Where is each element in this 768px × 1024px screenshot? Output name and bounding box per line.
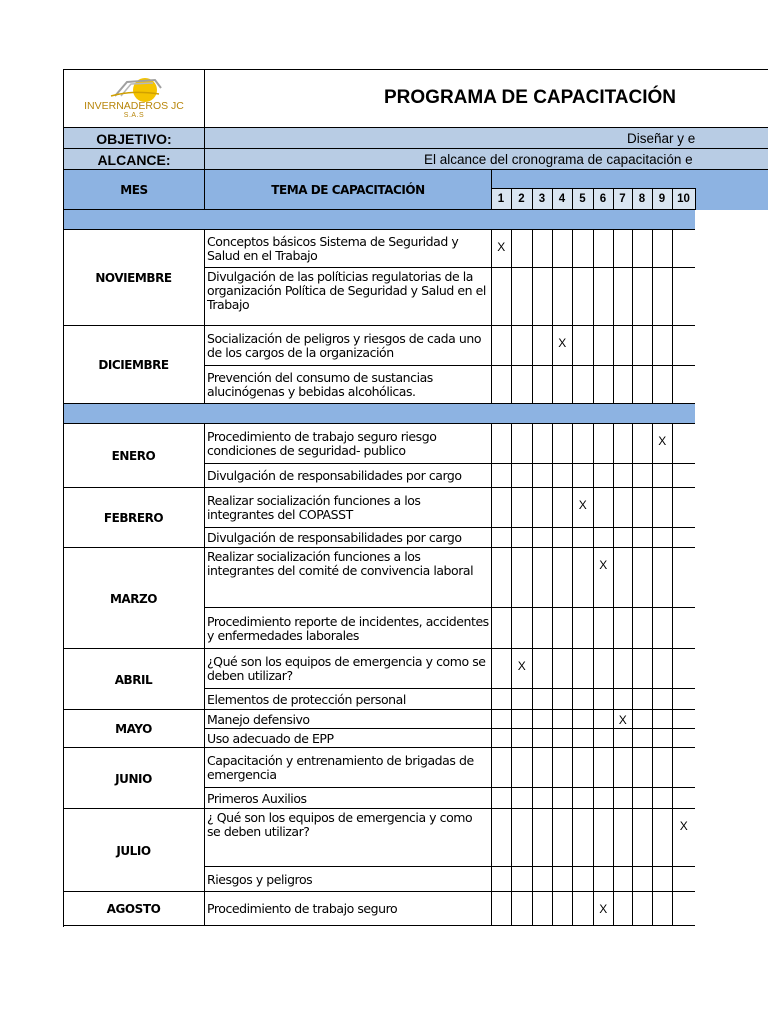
topic-cell: ¿ Qué son los equipos de emergencia y como se deben utilizar?	[207, 810, 473, 839]
schedule-mark: X	[558, 336, 566, 350]
topic-cell: Divulgación de las políticias regulatorias de la organización Política de Seguridad y Salud en el Trabajo	[207, 269, 486, 312]
alcance-text: El alcance del cronograma de capacitación e	[424, 152, 693, 167]
objetivo-text: Diseñar y e	[627, 131, 696, 146]
month-label: ABRIL	[114, 672, 153, 687]
schedule-mark: X	[599, 902, 607, 916]
topic-cell: Conceptos básicos Sistema de Seguridad y Salud en el Trabajo	[207, 234, 459, 263]
topic-cell: Divulgación de responsabilidades por cargo	[207, 468, 462, 483]
section-band	[63, 404, 768, 424]
schedule-mark: X	[578, 498, 587, 512]
topic-cell: Prevención del consumo de sustancias alucinógenas y bebidas alcohólicas.	[207, 370, 433, 399]
schedule-mark: X	[599, 558, 607, 572]
topic-cell: Uso adecuado de EPP	[207, 730, 334, 746]
topic-cell: Primeros Auxilios	[207, 790, 307, 806]
month-label: JUNIO	[115, 771, 152, 786]
topic-cell: Divulgación de responsabilidades por cargo	[207, 530, 462, 545]
week-number: 1	[497, 193, 505, 205]
month-label: DICIEMBRE	[98, 358, 169, 372]
week-number: 2	[518, 193, 525, 205]
week-number: 5	[579, 193, 586, 205]
section-band	[63, 210, 768, 230]
topic-cell: Procedimiento de trabajo seguro	[207, 901, 398, 916]
topic-cell: Procedimiento reporte de incidentes, accidentes y enfermedades laborales	[207, 613, 489, 643]
month-label: MARZO	[109, 591, 158, 606]
topic-cell: Realizar socialización funciones a los integrantes del COPASST	[207, 493, 421, 522]
week-number: 8	[638, 193, 646, 205]
week-number: 6	[599, 193, 607, 205]
objetivo-label: OBJETIVO:	[96, 130, 172, 147]
topic-cell: Riesgos y peligros	[207, 871, 313, 887]
month-label: FEBRERO	[103, 511, 164, 525]
topic-cell: Manejo defensivo	[207, 711, 310, 727]
logo-company-suffix: S.A.S	[123, 112, 145, 119]
schedule-mark: X	[679, 819, 688, 833]
week-number: 3	[538, 193, 546, 205]
topic-cell: Socialización de peligros y riesgos de cada uno de los cargos de la organización	[207, 331, 482, 360]
alcance-label: ALCANCE:	[97, 151, 171, 168]
schedule-mark: X	[618, 712, 627, 727]
logo-cell	[63, 70, 205, 128]
sheet-right-fade	[695, 210, 768, 927]
page-title: PROGRAMA DE CAPACITACIÓN	[384, 87, 677, 108]
week-number: 7	[619, 193, 626, 205]
week-number: 10	[677, 193, 690, 205]
topic-cell: Realizar socialización funciones a los integrantes del comité de convivencia laboral	[207, 549, 474, 578]
month-label: JULIO	[116, 843, 151, 858]
schedule-mark: X	[658, 434, 666, 448]
column-header-mes: MES	[120, 183, 148, 197]
month-label: NOVIEMBRE	[95, 271, 172, 285]
topic-cell: Procedimiento de trabajo seguro riesgo condiciones de seguridad- publico	[207, 429, 437, 458]
month-label: AGOSTO	[106, 902, 161, 916]
week-number: 4	[558, 193, 566, 205]
topic-cell: ¿Qué son los equipos de emergencia y como se deben utilizar?	[207, 654, 486, 683]
column-header-tema: TEMA DE CAPACITACIÓN	[271, 183, 425, 197]
month-label: MAYO	[115, 722, 152, 736]
week-number: 9	[658, 193, 666, 205]
schedule-mark: X	[497, 240, 505, 254]
topic-cell: Capacitación y entrenamiento de brigadas de emergencia	[207, 753, 474, 782]
logo-company-name: INVERNADEROS JC	[84, 100, 184, 112]
topic-cell: Elementos de protección personal	[207, 691, 406, 707]
schedule-mark: X	[517, 659, 526, 673]
month-label: ENERO	[111, 449, 156, 463]
